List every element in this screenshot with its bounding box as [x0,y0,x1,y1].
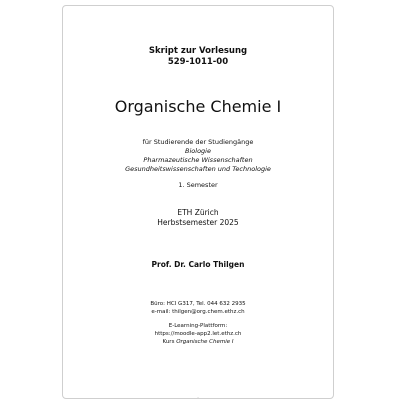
course-prefix: Kurs [162,339,175,345]
institution-name: ETH Zürich [177,208,219,217]
author-name: Prof. Dr. Carlo Thilgen [151,260,245,269]
semester-label: 1. Semester [178,181,218,189]
program-item: Gesundheitswissenschaften und Technologie [125,165,271,173]
term-label: Herbstsemester 2025 [157,218,239,227]
email-contact: e-mail: thilgen@org.chem.ethz.ch [151,309,245,315]
audience-intro: für Studierende der Studiengänge [142,138,254,146]
course-name: Organische Chemie I [176,339,234,345]
program-item: Biologie [185,147,211,155]
course-number: 529-1011-00 [167,57,229,67]
course-script-label: Skript zur Vorlesung [148,46,248,56]
platform-label: E-Learning-Plattform: [168,323,228,329]
program-item: Pharmazeutische Wissenschaften [143,156,253,164]
page-title: Organische Chemie I [114,97,282,116]
document-page [62,5,334,399]
course-reference [63,339,333,345]
page-marker: · [197,395,199,400]
office-contact: Büro: HCI G317, Tel. 044 632 2935 [150,301,246,307]
platform-url[interactable]: https://moodle-app2.let.ethz.ch [154,331,242,337]
